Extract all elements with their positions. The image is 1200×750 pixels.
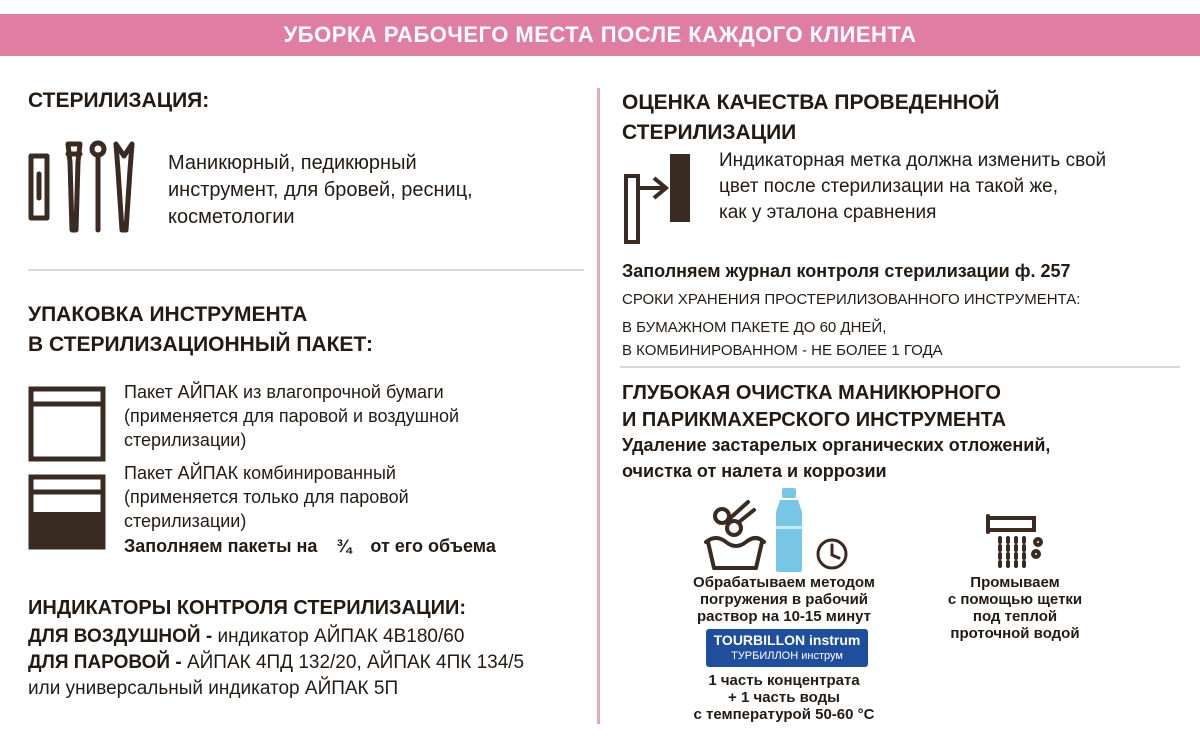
storage-list [622, 316, 943, 362]
tourbillon-badge [706, 629, 868, 667]
paper-pouch-line: стерилизации) [124, 430, 247, 450]
deep-clean-text [622, 432, 1050, 484]
rinse-text-line: Промываем [970, 574, 1060, 591]
storage-line: В КОМБИНИРОВАННОМ - НЕ БОЛЕЕ 1 ГОДА [622, 342, 943, 359]
packing-title-line: В СТЕРИЛИЗАЦИОННЫЙ ПАКЕТ: [28, 333, 373, 356]
storage-line: В БУМАЖНОМ ПАКЕТЕ ДО 60 ДНЕЙ, [622, 319, 887, 336]
ratio-line: с температурой 50-60 °С [693, 706, 875, 723]
combined-pouch-text [124, 461, 409, 533]
rinse-text-line: проточной водой [950, 625, 1080, 642]
combined-pouch-line: (применяется только для паровой [124, 487, 409, 507]
journal-note: Заполняем журнал контроля стерилизации ф. 257 [622, 261, 1071, 281]
ratio-line: 1 часть концентрата [708, 672, 860, 689]
faucet-brush-icon [984, 512, 1048, 572]
sterilization-text-line: Маникюрный, педикюрный [168, 152, 417, 174]
bottle-icon [772, 486, 806, 574]
fill-fraction: ¾ [336, 536, 352, 556]
indicators-title: ИНДИКАТОРЫ КОНТРОЛЯ СТЕРИЛИЗАЦИИ: [28, 597, 466, 619]
clock-icon [814, 536, 850, 572]
rinse-text [920, 574, 1110, 642]
storage-title: СРОКИ ХРАНЕНИЯ ПРОСТЕРИЛИЗОВАННОГО ИНСТРУМЕНТА: [622, 291, 1081, 308]
ratio-text [654, 672, 914, 723]
combined-pouch-line: стерилизации) [124, 511, 247, 531]
indicator-air [28, 624, 524, 650]
quality-text-line: цвет после стерилизации на такой же, [719, 176, 1059, 197]
indicator-steam [28, 650, 524, 676]
quality-text-line: Индикаторная метка должна изменить свой [719, 150, 1107, 171]
badge-subtitle: ТУРБИЛЛОН инструм [731, 650, 843, 662]
fill-note-prefix: Заполняем пакеты на [124, 536, 318, 556]
sterilization-title: СТЕРИЛИЗАЦИЯ: [28, 89, 210, 112]
soak-text-line: погружения в рабочий [699, 591, 869, 608]
badge-title: TOURBILLON instrum [713, 632, 861, 648]
paper-pouch-icon [28, 386, 106, 462]
quality-title-line: ОЦЕНКА КАЧЕСТВА ПРОВЕДЕННОЙ [622, 91, 1000, 114]
indicator-air-value: индикатор АЙПАК 4В180/60 [217, 626, 465, 647]
indicators-list [28, 624, 524, 702]
indicator-steam-label: ДЛЯ ПАРОВОЙ - [28, 652, 182, 673]
rinse-text-line: с помощью щетки [947, 591, 1083, 608]
soak-text-line: раствор на 10-15 минут [696, 608, 872, 625]
sterilization-text-line: инструмент, для бровей, ресниц, [168, 179, 473, 201]
paper-pouch-text [124, 380, 459, 452]
combined-pouch-icon [28, 474, 106, 550]
packing-title-line: УПАКОВКА ИНСТРУМЕНТА [28, 303, 308, 326]
paper-pouch-line: Пакет АЙПАК из влагопрочной бумаги [124, 382, 444, 402]
deep-clean-title-line: ГЛУБОКАЯ ОЧИСТКА МАНИКЮРНОГО [622, 382, 1001, 404]
ratio-line: + 1 часть воды [728, 689, 840, 706]
sterilization-text-line: косметологии [168, 206, 295, 228]
column-divider [597, 88, 600, 724]
deep-clean-title [622, 380, 1006, 434]
soak-text-line: Обрабатываем методом [693, 574, 875, 591]
packing-title [28, 300, 373, 360]
rinse-text-line: под теплой [972, 608, 1058, 625]
page-banner: УБОРКА РАБОЧЕГО МЕСТА ПОСЛЕ КАЖДОГО КЛИЕНТА [0, 14, 1200, 56]
indicator-comparison-icon [622, 150, 694, 246]
quality-text [719, 148, 1106, 226]
deep-clean-title-line: И ПАРИКМАХЕРСКОГО ИНСТРУМЕНТА [622, 409, 1007, 431]
deep-clean-text-line: очистка от налета и коррозии [622, 461, 887, 481]
fill-note [124, 534, 496, 558]
deep-clean-text-line: Удаление застарелых органических отложений, [622, 435, 1051, 455]
quality-title-line: СТЕРИЛИЗАЦИИ [622, 121, 797, 144]
fill-note-suffix: от его объема [370, 536, 496, 556]
indicator-steam-universal: или универсальный индикатор АЙПАК 5П [28, 678, 399, 699]
quality-title [622, 88, 999, 148]
section-divider [28, 269, 584, 271]
soak-text [664, 574, 904, 625]
combined-pouch-line: Пакет АЙПАК комбинированный [124, 463, 396, 483]
manicure-tools-icon [28, 140, 140, 236]
indicator-air-label: ДЛЯ ВОЗДУШНОЙ - [28, 626, 213, 647]
paper-pouch-line: (применяется для паровой и воздушной [124, 406, 460, 426]
section-divider-right [620, 366, 1180, 368]
scissors-in-bowl-icon [704, 498, 766, 572]
quality-text-line: как у эталона сравнения [719, 202, 937, 223]
sterilization-text [168, 150, 473, 231]
indicator-steam-value: АЙПАК 4ПД 132/20, АЙПАК 4ПК 134/5 [186, 652, 525, 673]
